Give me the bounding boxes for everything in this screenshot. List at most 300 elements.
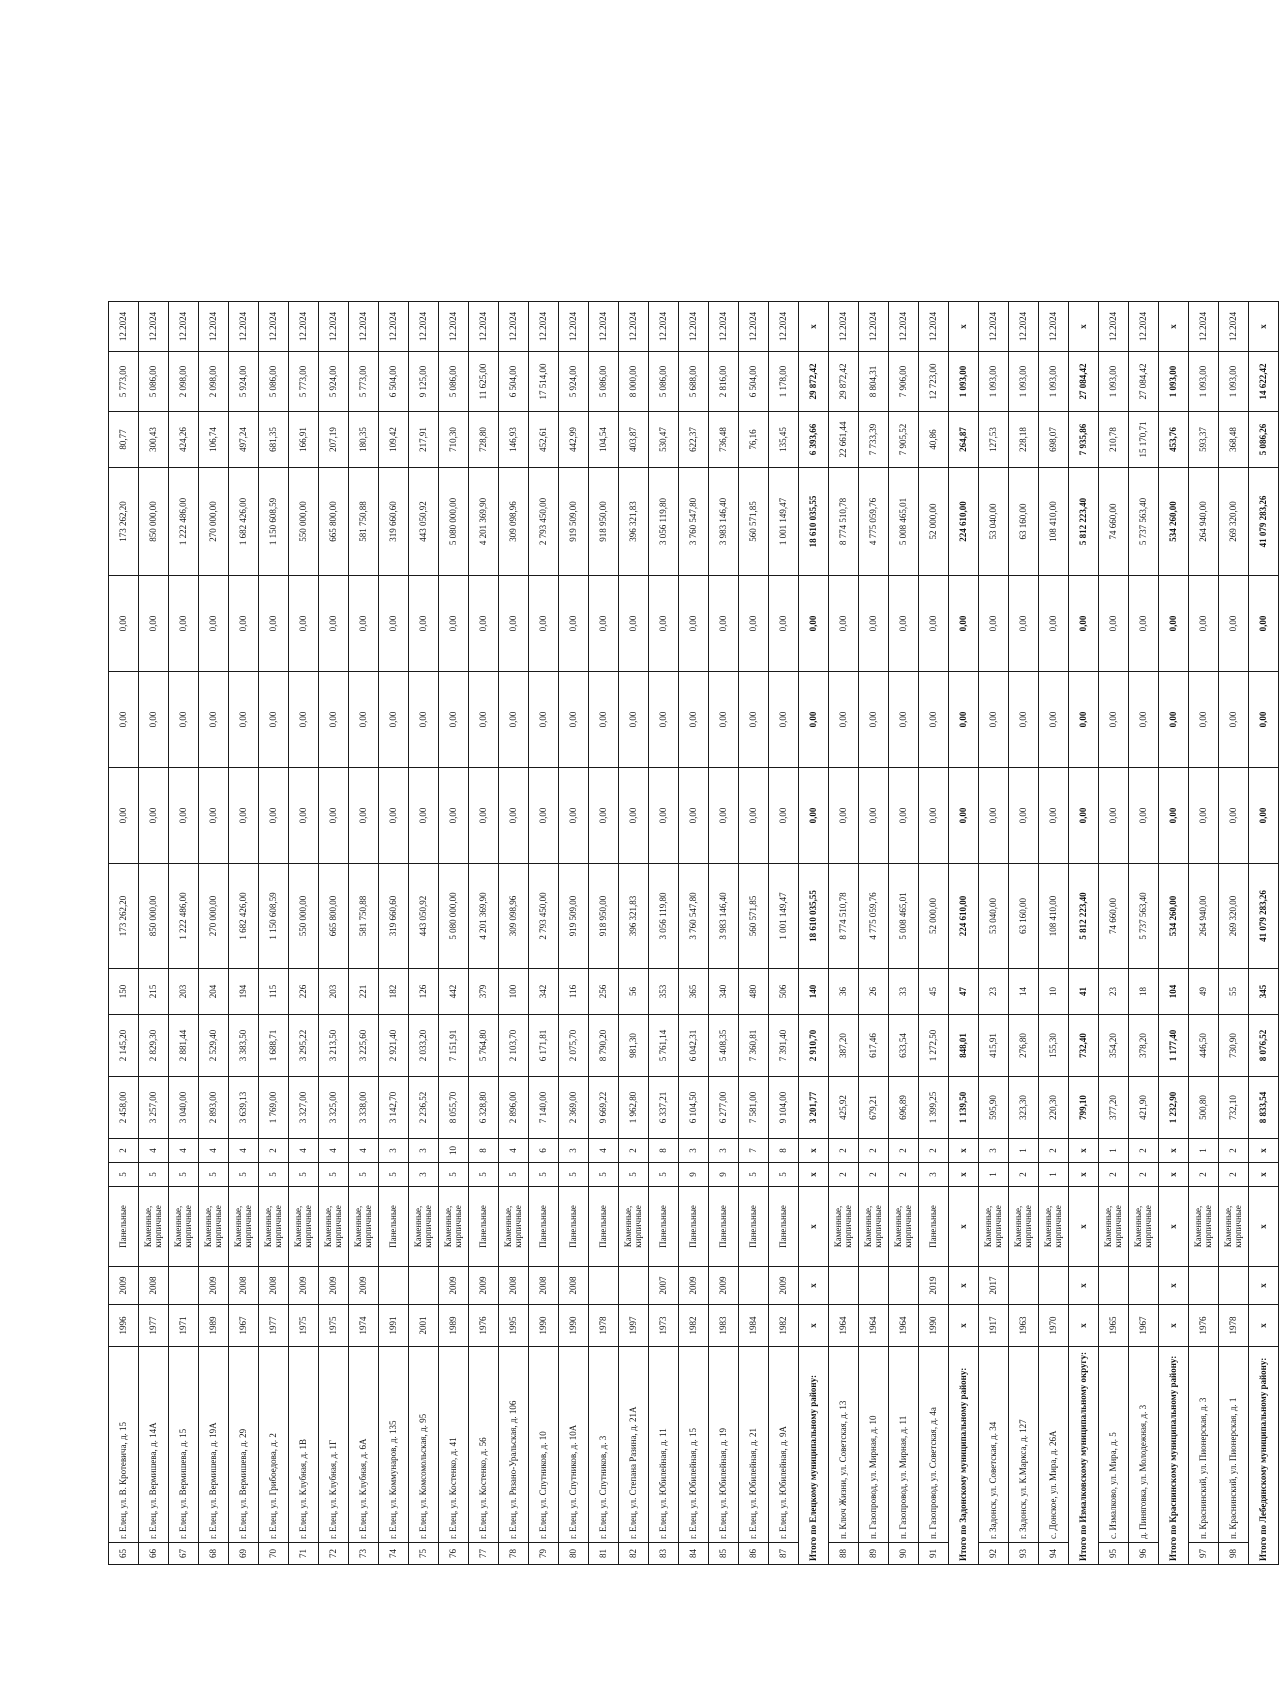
- table-row: [679, 302, 709, 1565]
- cell-u1: 109,42: [379, 412, 409, 468]
- cell-a2: 2 103,70: [499, 1015, 529, 1077]
- cell-y2: [1009, 1267, 1039, 1305]
- cell-pop: 115: [259, 969, 289, 1015]
- cell-u1: 210,78: [1099, 412, 1129, 468]
- cell-u2: 1 093,00: [1039, 352, 1069, 412]
- cell-en: 2: [889, 1139, 919, 1163]
- cell-a1: 6 328,80: [469, 1077, 499, 1139]
- cell-c1: 4 201 369,90: [469, 864, 499, 969]
- cell-fl: 2: [889, 1163, 919, 1187]
- cell-u1: 207,19: [319, 412, 349, 468]
- cell-a1: 9 104,00: [769, 1077, 799, 1139]
- cell-a1: 6 104,50: [679, 1077, 709, 1139]
- cell-en: 4: [289, 1139, 319, 1163]
- cell-addr: г. Елец, ул. Вермишева, д. 29: [229, 1347, 259, 1543]
- cell-c2: 0,00: [529, 768, 559, 864]
- cell-a2: 732,40: [1069, 1015, 1099, 1077]
- cell-a1: 2 236,52: [409, 1077, 439, 1139]
- cell-dt: 12.2024: [409, 302, 439, 352]
- cell-y1: 1964: [859, 1305, 889, 1347]
- cell-c2: 0,00: [889, 768, 919, 864]
- cell-addr: п. Ключ Жизни, ул. Советская, д. 13: [829, 1347, 859, 1543]
- cell-c1: 41 079 283,26: [1249, 864, 1279, 969]
- cell-u1: 7 935,86: [1069, 412, 1099, 468]
- cell-y2: 2009: [709, 1267, 739, 1305]
- cell-u2: 17 514,00: [529, 352, 559, 412]
- cell-y1: 1964: [829, 1305, 859, 1347]
- table-row: [409, 302, 439, 1565]
- subtotal-row: [1159, 302, 1189, 1565]
- cell-c3: 0,00: [919, 672, 949, 768]
- cell-en: 4: [139, 1139, 169, 1163]
- cell-en: х: [1159, 1139, 1189, 1163]
- cell-c2: 0,00: [1249, 768, 1279, 864]
- cell-c1: 3 983 146,40: [709, 864, 739, 969]
- cell-a2: 1 688,71: [259, 1015, 289, 1077]
- cell-num: 97: [1189, 1543, 1219, 1565]
- cell-pop: 126: [409, 969, 439, 1015]
- cell-y2: х: [799, 1267, 829, 1305]
- cell-mat: Панельные: [469, 1187, 499, 1267]
- cell-u2: 2 098,00: [169, 352, 199, 412]
- table-row: [709, 302, 739, 1565]
- cell-a2: 2 145,20: [109, 1015, 139, 1077]
- cell-num: 98: [1219, 1543, 1249, 1565]
- cell-c5: 665 800,00: [319, 468, 349, 576]
- cell-num: 95: [1099, 1543, 1129, 1565]
- cell-pop: 194: [229, 969, 259, 1015]
- cell-c4: 0,00: [919, 576, 949, 672]
- cell-c1: 5 737 563,40: [1129, 864, 1159, 969]
- cell-u1: 40,86: [919, 412, 949, 468]
- cell-a1: 377,20: [1099, 1077, 1129, 1139]
- cell-c5: 1 150 608,59: [259, 468, 289, 576]
- cell-num: 87: [769, 1543, 799, 1565]
- cell-u1: 180,35: [349, 412, 379, 468]
- table-body: [109, 302, 1279, 1565]
- cell-c3: 0,00: [589, 672, 619, 768]
- cell-fl: 5: [229, 1163, 259, 1187]
- cell-a1: 3 257,00: [139, 1077, 169, 1139]
- cell-num: 73: [349, 1543, 379, 1565]
- cell-c1: 918 950,00: [589, 864, 619, 969]
- cell-c5: 18 610 035,55: [799, 468, 829, 576]
- cell-a1: 500,80: [1189, 1077, 1219, 1139]
- cell-c3: 0,00: [1249, 672, 1279, 768]
- cell-c1: 665 800,00: [319, 864, 349, 969]
- cell-u2: 5 773,00: [289, 352, 319, 412]
- cell-u1: 264,87: [949, 412, 979, 468]
- cell-y1: 1995: [499, 1305, 529, 1347]
- cell-y2: 2009: [349, 1267, 379, 1305]
- cell-u2: 1 093,00: [1009, 352, 1039, 412]
- cell-c4: 0,00: [799, 576, 829, 672]
- table-row: [649, 302, 679, 1565]
- cell-u1: 228,18: [1009, 412, 1039, 468]
- cell-c3: 0,00: [889, 672, 919, 768]
- cell-dt: 12.2024: [499, 302, 529, 352]
- cell-addr: г. Елец, ул. Костенко, д. 41: [439, 1347, 469, 1543]
- cell-c5: 443 050,92: [409, 468, 439, 576]
- cell-c5: 850 000,00: [139, 468, 169, 576]
- cell-c3: 0,00: [499, 672, 529, 768]
- cell-addr: г. Елец, ул. Спутников, д. 10: [529, 1347, 559, 1543]
- cell-num: 76: [439, 1543, 469, 1565]
- cell-mat: Каменные, кирпичные: [889, 1187, 919, 1267]
- subtotal-row: [1069, 302, 1099, 1565]
- table-row: [559, 302, 589, 1565]
- cell-fl: 5: [319, 1163, 349, 1187]
- cell-fl: 5: [769, 1163, 799, 1187]
- cell-c5: 3 056 119,80: [649, 468, 679, 576]
- cell-c4: 0,00: [589, 576, 619, 672]
- cell-dt: 12.2024: [919, 302, 949, 352]
- cell-pop: 345: [1249, 969, 1279, 1015]
- cell-addr: с. Измалково, ул. Мира, д. 5: [1099, 1347, 1129, 1543]
- cell-fl: 2: [1219, 1163, 1249, 1187]
- cell-u1: 593,37: [1189, 412, 1219, 468]
- cell-fl: 9: [679, 1163, 709, 1187]
- cell-en: 4: [169, 1139, 199, 1163]
- cell-a1: 8 055,70: [439, 1077, 469, 1139]
- cell-y2: х: [1159, 1267, 1189, 1305]
- cell-y2: [169, 1267, 199, 1305]
- cell-mat: Панельные: [769, 1187, 799, 1267]
- cell-c2: 0,00: [1069, 768, 1099, 864]
- cell-c5: 224 610,00: [949, 468, 979, 576]
- cell-addr: г. Елец, ул. Вермишева, д. 15: [169, 1347, 199, 1543]
- cell-a2: 7 151,91: [439, 1015, 469, 1077]
- cell-mat: Панельные: [739, 1187, 769, 1267]
- cell-num: 79: [529, 1543, 559, 1565]
- cell-en: 2: [259, 1139, 289, 1163]
- cell-c1: 1 150 608,59: [259, 864, 289, 969]
- cell-fl: х: [1069, 1163, 1099, 1187]
- cell-y1: 1971: [169, 1305, 199, 1347]
- cell-c1: 1 222 486,00: [169, 864, 199, 969]
- cell-num: 90: [889, 1543, 919, 1565]
- cell-en: 8: [769, 1139, 799, 1163]
- table-row: [289, 302, 319, 1565]
- cell-dt: 12.2024: [379, 302, 409, 352]
- table-row: [739, 302, 769, 1565]
- cell-num: 85: [709, 1543, 739, 1565]
- cell-c1: 850 000,00: [139, 864, 169, 969]
- cell-mat: Каменные, кирпичные: [409, 1187, 439, 1267]
- cell-c1: 5 008 465,01: [889, 864, 919, 969]
- cell-c1: 396 321,83: [619, 864, 649, 969]
- table-row: [1039, 302, 1069, 1565]
- cell-dt: х: [799, 302, 829, 352]
- cell-u1: 530,47: [649, 412, 679, 468]
- cell-num: 66: [139, 1543, 169, 1565]
- cell-c5: 5 008 465,01: [889, 468, 919, 576]
- cell-mat: х: [949, 1187, 979, 1267]
- cell-a2: 2 921,40: [379, 1015, 409, 1077]
- cell-en: 3: [679, 1139, 709, 1163]
- cell-c4: 0,00: [1129, 576, 1159, 672]
- cell-c2: 0,00: [559, 768, 589, 864]
- cell-c5: 5 812 223,40: [1069, 468, 1099, 576]
- cell-a1: 220,30: [1039, 1077, 1069, 1139]
- cell-c5: 52 000,00: [919, 468, 949, 576]
- cell-en: 2: [1039, 1139, 1069, 1163]
- cell-c3: 0,00: [769, 672, 799, 768]
- cell-u2: 1 178,00: [769, 352, 799, 412]
- cell-dt: х: [1069, 302, 1099, 352]
- table-row: [439, 302, 469, 1565]
- cell-y2: [829, 1267, 859, 1305]
- cell-c5: 560 571,85: [739, 468, 769, 576]
- cell-u2: 5 773,00: [349, 352, 379, 412]
- cell-en: 2: [1219, 1139, 1249, 1163]
- cell-c5: 550 000,00: [289, 468, 319, 576]
- cell-y1: 1974: [349, 1305, 379, 1347]
- cell-fl: х: [1249, 1163, 1279, 1187]
- cell-u1: 76,16: [739, 412, 769, 468]
- cell-a1: 732,10: [1219, 1077, 1249, 1139]
- cell-a1: 1 232,90: [1159, 1077, 1189, 1139]
- cell-c2: 0,00: [1039, 768, 1069, 864]
- cell-dt: 12.2024: [289, 302, 319, 352]
- cell-c1: 581 750,88: [349, 864, 379, 969]
- cell-dt: 12.2024: [1219, 302, 1249, 352]
- cell-fl: 5: [349, 1163, 379, 1187]
- cell-mat: Каменные, кирпичные: [199, 1187, 229, 1267]
- cell-dt: 12.2024: [889, 302, 919, 352]
- cell-y2: [1189, 1267, 1219, 1305]
- cell-c5: 919 509,00: [559, 468, 589, 576]
- cell-num: 77: [469, 1543, 499, 1565]
- cell-a2: 387,20: [829, 1015, 859, 1077]
- cell-c4: 0,00: [619, 576, 649, 672]
- cell-u2: 8 000,00: [619, 352, 649, 412]
- cell-y1: 1967: [229, 1305, 259, 1347]
- cell-u2: 5 924,00: [319, 352, 349, 412]
- cell-y1: 1978: [1219, 1305, 1249, 1347]
- cell-u2: 12 723,00: [919, 352, 949, 412]
- cell-dt: х: [1159, 302, 1189, 352]
- cell-y2: 2008: [559, 1267, 589, 1305]
- cell-c5: 1 222 486,00: [169, 468, 199, 576]
- cell-y2: х: [1069, 1267, 1099, 1305]
- cell-u2: 29 872,42: [799, 352, 829, 412]
- cell-c1: 1 001 149,47: [769, 864, 799, 969]
- cell-c5: 534 260,00: [1159, 468, 1189, 576]
- cell-y1: 1963: [1009, 1305, 1039, 1347]
- housing-repair-register-table: [108, 301, 1279, 1565]
- cell-y1: 1989: [199, 1305, 229, 1347]
- cell-c4: 0,00: [109, 576, 139, 672]
- cell-a1: 3 338,00: [349, 1077, 379, 1139]
- cell-addr: г. Елец, ул. Клубная, д. 1Г: [319, 1347, 349, 1543]
- cell-u2: 6 504,00: [499, 352, 529, 412]
- cell-en: 7: [739, 1139, 769, 1163]
- table-row: [619, 302, 649, 1565]
- cell-c1: 18 610 035,55: [799, 864, 829, 969]
- cell-c3: 0,00: [1189, 672, 1219, 768]
- table-row: [319, 302, 349, 1565]
- cell-c1: 224 610,00: [949, 864, 979, 969]
- cell-fl: 1: [979, 1163, 1009, 1187]
- cell-u1: 22 661,44: [829, 412, 859, 468]
- cell-a2: 848,01: [949, 1015, 979, 1077]
- cell-en: 4: [499, 1139, 529, 1163]
- cell-y2: [1129, 1267, 1159, 1305]
- cell-c5: 5 080 000,00: [439, 468, 469, 576]
- cell-mat: Панельные: [679, 1187, 709, 1267]
- cell-dt: 12.2024: [559, 302, 589, 352]
- cell-a1: 7 581,00: [739, 1077, 769, 1139]
- cell-c3: 0,00: [709, 672, 739, 768]
- cell-u1: 736,48: [709, 412, 739, 468]
- cell-c4: 0,00: [349, 576, 379, 672]
- cell-dt: 12.2024: [649, 302, 679, 352]
- cell-addr: п. Газопровод, ул. Мирная, д. 10: [859, 1347, 889, 1543]
- cell-a2: 276,80: [1009, 1015, 1039, 1077]
- cell-dt: 12.2024: [679, 302, 709, 352]
- cell-a1: 3 639,13: [229, 1077, 259, 1139]
- cell-mat: Каменные, кирпичные: [1219, 1187, 1249, 1267]
- cell-pop: 353: [649, 969, 679, 1015]
- cell-mat: Панельные: [649, 1187, 679, 1267]
- cell-u1: 728,80: [469, 412, 499, 468]
- cell-y2: [1099, 1267, 1129, 1305]
- cell-addr: г. Елец, ул. Рязано-Уральская, д. 106: [499, 1347, 529, 1543]
- cell-mat: Каменные, кирпичные: [829, 1187, 859, 1267]
- cell-a2: 2 529,40: [199, 1015, 229, 1077]
- cell-a1: 3 327,00: [289, 1077, 319, 1139]
- cell-y2: 2017: [979, 1267, 1009, 1305]
- cell-y1: х: [1069, 1305, 1099, 1347]
- cell-u2: 5 924,00: [559, 352, 589, 412]
- cell-c4: 0,00: [1189, 576, 1219, 672]
- cell-pop: 18: [1129, 969, 1159, 1015]
- cell-u1: 127,53: [979, 412, 1009, 468]
- cell-c2: 0,00: [109, 768, 139, 864]
- cell-y2: [589, 1267, 619, 1305]
- cell-addr: г. Елец, ул. Вермишева, д. 19А: [199, 1347, 229, 1543]
- cell-addr: г. Елец, ул. Степана Разина, д. 21А: [619, 1347, 649, 1543]
- cell-c1: 534 260,00: [1159, 864, 1189, 969]
- cell-y1: 1996: [109, 1305, 139, 1347]
- table-row: [889, 302, 919, 1565]
- cell-y2: 2009: [289, 1267, 319, 1305]
- cell-y1: 1990: [559, 1305, 589, 1347]
- cell-u2: 5 924,00: [229, 352, 259, 412]
- cell-fl: 5: [259, 1163, 289, 1187]
- cell-dt: 12.2024: [439, 302, 469, 352]
- cell-addr: г. Задонск, ул. Советская, д. 34: [979, 1347, 1009, 1543]
- cell-c4: 0,00: [1249, 576, 1279, 672]
- cell-mat: Каменные, кирпичные: [1129, 1187, 1159, 1267]
- cell-u1: 710,30: [439, 412, 469, 468]
- cell-dt: 12.2024: [1129, 302, 1159, 352]
- cell-c4: 0,00: [889, 576, 919, 672]
- cell-dt: 12.2024: [169, 302, 199, 352]
- cell-num: 72: [319, 1543, 349, 1565]
- cell-y1: 1977: [139, 1305, 169, 1347]
- cell-y1: 1917: [979, 1305, 1009, 1347]
- cell-c5: 1 682 426,00: [229, 468, 259, 576]
- cell-addr: г. Елец, ул. Вермишева, д. 14А: [139, 1347, 169, 1543]
- cell-c2: 0,00: [979, 768, 1009, 864]
- cell-c2: 0,00: [1009, 768, 1039, 864]
- cell-en: 4: [589, 1139, 619, 1163]
- cell-u1: 15 170,71: [1129, 412, 1159, 468]
- cell-c5: 173 262,20: [109, 468, 139, 576]
- cell-addr: г. Елец, ул. Юбилейная, д. 9А: [769, 1347, 799, 1543]
- cell-u1: 104,54: [589, 412, 619, 468]
- cell-c1: 74 660,00: [1099, 864, 1129, 969]
- cell-dt: 12.2024: [1189, 302, 1219, 352]
- cell-mat: х: [799, 1187, 829, 1267]
- table-row: [199, 302, 229, 1565]
- cell-mat: Панельные: [109, 1187, 139, 1267]
- cell-label: Итого по Измалковскому муниципальному округу:: [1069, 1347, 1099, 1565]
- cell-u1: 217,91: [409, 412, 439, 468]
- cell-dt: 12.2024: [739, 302, 769, 352]
- cell-y1: 1964: [889, 1305, 919, 1347]
- cell-addr: д. Пиняговка, ул. Молодежная, д. 3: [1129, 1347, 1159, 1543]
- cell-num: 78: [499, 1543, 529, 1565]
- cell-c3: 0,00: [259, 672, 289, 768]
- cell-pop: 23: [979, 969, 1009, 1015]
- cell-c1: 919 509,00: [559, 864, 589, 969]
- cell-c4: 0,00: [379, 576, 409, 672]
- cell-c2: 0,00: [469, 768, 499, 864]
- cell-dt: х: [949, 302, 979, 352]
- cell-pop: 26: [859, 969, 889, 1015]
- cell-mat: Каменные, кирпичные: [859, 1187, 889, 1267]
- table-row: [1129, 302, 1159, 1565]
- cell-pop: 23: [1099, 969, 1129, 1015]
- cell-c4: 0,00: [409, 576, 439, 672]
- cell-addr: г. Елец, ул. Костенко, д. 56: [469, 1347, 499, 1543]
- cell-c5: 4 201 369,90: [469, 468, 499, 576]
- cell-a1: 679,21: [859, 1077, 889, 1139]
- cell-y2: 2019: [919, 1267, 949, 1305]
- cell-fl: 1: [1039, 1163, 1069, 1187]
- cell-a2: 1 177,40: [1159, 1015, 1189, 1077]
- cell-c4: 0,00: [259, 576, 289, 672]
- cell-fl: х: [949, 1163, 979, 1187]
- cell-a2: 617,46: [859, 1015, 889, 1077]
- cell-c1: 63 160,00: [1009, 864, 1039, 969]
- cell-pop: 182: [379, 969, 409, 1015]
- cell-c5: 270 000,00: [199, 468, 229, 576]
- cell-en: 1: [1189, 1139, 1219, 1163]
- cell-y2: х: [949, 1267, 979, 1305]
- cell-y1: 1975: [319, 1305, 349, 1347]
- cell-num: 71: [289, 1543, 319, 1565]
- cell-c5: 74 660,00: [1099, 468, 1129, 576]
- cell-mat: Каменные, кирпичные: [979, 1187, 1009, 1267]
- cell-c1: 8 774 510,78: [829, 864, 859, 969]
- cell-addr: п. Краснинский, ул. Пионерская, д. 1: [1219, 1347, 1249, 1543]
- table-row: [499, 302, 529, 1565]
- cell-en: х: [799, 1139, 829, 1163]
- cell-u2: 1 093,00: [1099, 352, 1129, 412]
- cell-c5: 8 774 510,78: [829, 468, 859, 576]
- cell-c2: 0,00: [1159, 768, 1189, 864]
- cell-dt: 12.2024: [139, 302, 169, 352]
- cell-c5: 108 410,00: [1039, 468, 1069, 576]
- cell-a2: 730,90: [1219, 1015, 1249, 1077]
- cell-c3: 0,00: [379, 672, 409, 768]
- table-row: [1219, 302, 1249, 1565]
- cell-dt: 12.2024: [829, 302, 859, 352]
